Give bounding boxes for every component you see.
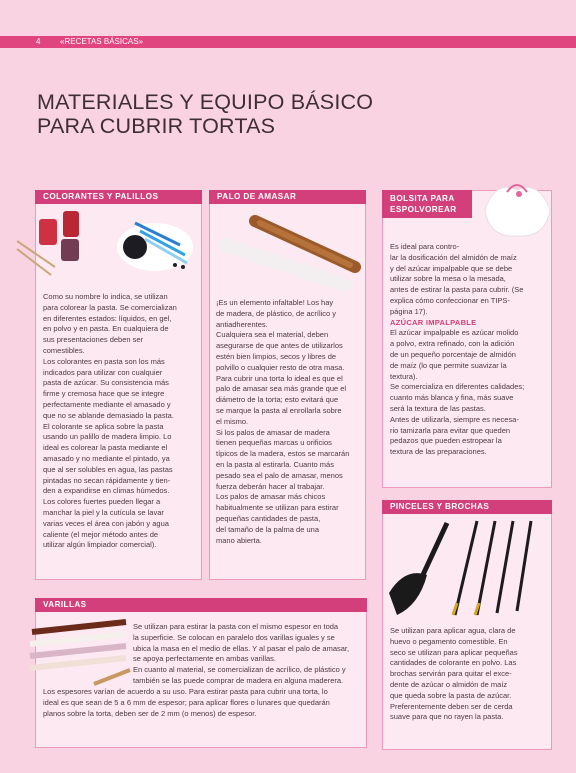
text-line: pasta de azúcar. Su consistencia más	[43, 378, 169, 388]
text-line: mano abierta.	[216, 535, 262, 545]
text-line: dente de azúcar o almidón de maíz	[390, 679, 508, 689]
text-line: página 17).	[390, 306, 428, 316]
text-line: seco se utilizan para aplicar pequeñas	[390, 647, 518, 657]
text-line: Es ideal para contro-	[390, 242, 460, 251]
text-line: se apoya perfectamente en ambas varillas.	[133, 654, 276, 664]
text-line: suave para que no rayen la pasta.	[390, 712, 504, 722]
colorantes-photo	[15, 205, 200, 280]
text-line: asegurarse de que antes de utilizarlos	[216, 341, 343, 351]
text-line: sus presentaciones deben ser	[43, 335, 144, 345]
text-line: En cuanto al material, se comercializan de acrílico, de plástico y	[133, 665, 346, 675]
text-line: textura).	[390, 371, 418, 381]
text-line: Como su nombre lo indica, se utilizan	[43, 292, 168, 301]
pinceles-text	[390, 626, 518, 723]
rolling-pin-photo	[215, 215, 365, 300]
text-line: del tamaño de la palma de una	[216, 524, 319, 534]
colorantes-text	[43, 292, 177, 551]
text-line: en diferentes estados: líquidos, en gel,	[43, 313, 172, 323]
text-line: se marque la pasta al enrollarla sobre	[216, 405, 342, 415]
pinceles-heading: PINCELES Y BROCHAS	[382, 500, 552, 514]
text-line: Se utilizan para aplicar agua, clara de	[390, 626, 516, 635]
text-line: diámetro de la torta; esto evitará que	[216, 395, 339, 405]
text-line: Los palos de amasar más chicos	[216, 492, 326, 502]
text-line: estén bien limpios, secos y libres de	[216, 351, 337, 361]
text-line: pintadas no secan rápidamente y tien-	[43, 475, 171, 485]
text-line: Los colores fuertes pueden llegar a	[43, 497, 161, 507]
text-line: ubica la masa en el medio de ellas. Y al pasar el palo de amasar,	[133, 643, 350, 653]
text-line: de maíz (lo que permite suavizar la	[390, 360, 507, 370]
text-line: de madera, de plástico, de acrílico y	[216, 308, 337, 318]
text-line: utilizar sobre la mesa o la mesada,	[390, 274, 506, 284]
text-line: para colorear la pasta. Se comercializan	[43, 302, 177, 312]
text-line: explica cómo confeccionar en TIPS-	[390, 295, 510, 305]
rods-photo	[24, 618, 134, 693]
brushes-photo	[385, 515, 550, 620]
text-line: perfectamente mediante el amasado y	[43, 399, 171, 409]
text-line: en polvo y en pasta. En cualquiera de	[43, 324, 169, 334]
text-line: amasado y no mediante el pintado, ya	[43, 453, 170, 463]
palo-text	[216, 298, 349, 546]
text-line: brochas servirán para quitar el exce-	[390, 669, 512, 679]
text-line: planos sobre la torta, deben ser de 2 mm (o menos) de espesor.	[43, 708, 257, 718]
text-line: Cualquiera sea el material, deben	[216, 330, 329, 340]
text-line: Se utilizan para estirar la pasta con el mismo espesor en toda	[133, 622, 339, 631]
text-line: pesado sea el palo de amasar, menos	[216, 470, 343, 480]
text-line: firme y cremosa hace que se integre	[43, 389, 165, 399]
text-line: será la textura de las pastas.	[390, 403, 486, 413]
text-line: la superficie. Se colocan en paralelo dos varillas iguales y se	[133, 632, 335, 642]
text-line: habitualmente se utilizan para estirar	[216, 503, 339, 513]
text-line: den a expandirse en climas húmedos.	[43, 486, 170, 496]
bolsita-heading: BOLSITA PARA ESPOLVOREAR	[382, 190, 472, 218]
text-line: de un pequeño porcentaje de almidón	[390, 349, 516, 359]
text-line: ¡Es un elemento infaltable! Los hay	[216, 298, 334, 307]
text-line: típicos de la madera, estos se marcarán	[216, 449, 350, 459]
text-line: utilizar algún limpiador comercial).	[43, 540, 157, 550]
palo-heading: PALO DE AMASAR	[209, 190, 366, 204]
text-line: Los espesores varían de acuerdo a su uso. Para estirar pasta para cubrir una torta, lo	[43, 687, 328, 696]
text-line: rio tamizarla para evitar que queden	[390, 425, 511, 435]
text-line: El azúcar impalpable es azúcar molido	[390, 328, 519, 338]
text-line: Para cubrir una torta lo ideal es que el	[216, 373, 343, 383]
text-line: que queda sobre la pasta de azúcar.	[390, 690, 512, 700]
colorantes-heading: COLORANTES Y PALILLOS	[35, 190, 202, 204]
text-line: Los colorantes en pasta son los más	[43, 356, 165, 366]
text-line: polvillo o cualquier resto de otra masa.	[216, 362, 345, 372]
azucar-subheading: AZÚCAR IMPALPABLE	[390, 317, 477, 327]
page-number: 4	[36, 37, 41, 46]
text-line: manchar la piel y la cutícula se lavar	[43, 507, 164, 517]
text-line: tienen pequeñas marcas u orificios	[216, 438, 332, 448]
text-line: Se comercializa en diferentes calidades;	[390, 382, 525, 392]
text-line: Antes de utilizarla, siempre es necesa-	[390, 414, 519, 424]
text-line: caliente (el mejor método antes de	[43, 529, 159, 539]
varillas-text-full	[43, 687, 330, 719]
text-line: palo de amasar sea más grande que el	[216, 384, 347, 394]
text-line: cuanto más blanca y fina, más suave	[390, 393, 514, 403]
bolsita-text	[390, 242, 524, 458]
text-line: Preferentemente deben ser de cerda	[390, 701, 513, 711]
text-line: pedazos que pueden estropear la	[390, 436, 502, 446]
text-line: que no se ablande demasiado la pasta.	[43, 410, 174, 420]
text-line: cantidades de colorante en polvo. Las	[390, 658, 517, 668]
text-line: a polvo, extra refinado, con la adición	[390, 339, 515, 349]
text-line: pequeñas cantidades de pasta,	[216, 513, 321, 523]
text-line: antes de estirar la pasta para cubrir. (Se	[390, 285, 524, 295]
varillas-heading: VARILLAS	[35, 598, 367, 612]
text-line: textura de las preparaciones.	[390, 447, 487, 457]
text-line: El colorante se aplica sobre la pasta	[43, 421, 164, 431]
text-line: el mismo.	[216, 416, 249, 426]
section-label: «RECETAS BÁSICAS»	[60, 37, 143, 46]
text-line: Si los palos de amasar de madera	[216, 427, 330, 437]
text-line: antiadherentes.	[216, 319, 268, 329]
text-line: huevo o pegamento comestible. En	[390, 636, 508, 646]
text-line: y del azúcar impalpable que se debe	[390, 263, 513, 273]
text-line: indicados para utilizar con cualquier	[43, 367, 163, 377]
text-line: ideal es que sean de 5 a 6 mm de espesor; para aplicar flores o lunares que quedarán	[43, 697, 330, 707]
text-line: en la pasta al estirarla. Cuanto más	[216, 459, 334, 469]
text-line: ideal es colorear la pasta mediante el	[43, 443, 168, 453]
text-line: comestibles.	[43, 345, 85, 355]
text-line: lar la dosificación del almidón de maíz	[390, 252, 517, 262]
top-header-bar	[0, 36, 576, 48]
page-title: MATERIALES Y EQUIPO BÁSICO PARA CUBRIR TORTAS	[37, 90, 374, 138]
varillas-text-right	[133, 622, 349, 687]
text-line: varias veces el área con jabón y agua	[43, 518, 169, 528]
text-line: fuerza deberán hacer al trabajar.	[216, 481, 325, 491]
text-line: que al ser solubles en agua, las pastas	[43, 464, 173, 474]
text-line: usando un palillo de madera limpio. Lo	[43, 432, 172, 442]
sugar-bag-photo	[475, 170, 560, 242]
text-line: también se las puede comprar de madera en alguna maderera.	[133, 675, 344, 685]
